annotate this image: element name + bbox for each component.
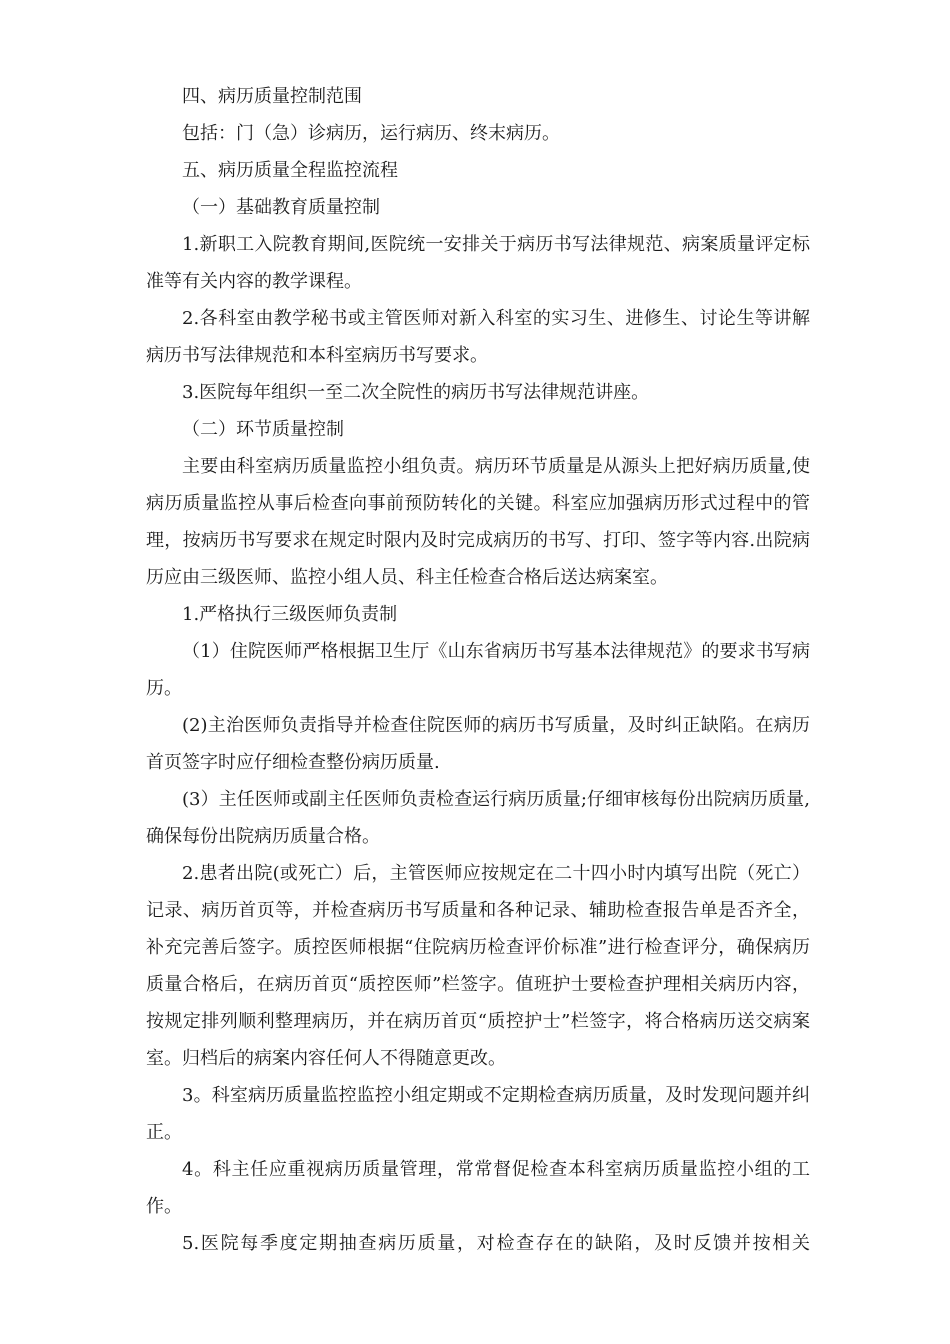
subsection-heading-1: （一）基础教育质量控制 [182,197,380,218]
paragraph-process-2: 2.患者出院(或死亡）后，主管医师应按规定在二十四小时内填写出院（死亡）记录、病历首页等，并检查病历书写质量和各种记录、辅助检查报告单是否齐全，补充完善后签字。质控医师根据“住院病历检查评价标准”进行检查评分，确保病历质量合格后，在病历首页“质控医师”栏签字。值班护士要检查护理相关病历内容，按规定排列顺利整理病历，并在病历首页“质控护士”栏签字，将合格病历送交病案室。归档后的病案内容任何人不得随意更改。 [146,863,810,1069]
paragraph-basic-3: 3.医院每年组织一至二次全院性的病历书写法律规范讲座。 [182,382,650,403]
paragraph-process-intro: 主要由科室病历质量监控小组负责。病历环节质量是从源头上把好病历质量,使病历质量监控从事后检查向事前预防转化的关键。科室应加强病历形式过程中的管理，按病历书写要求在规定时限内及时完成病历的书写、打印、签字等内容.出院病历应由三级医师、监控小组人员、科主任检查合格后送达病案室。 [146,456,810,588]
paragraph-process-1-1: （1）住院医师严格根据卫生厅《山东省病历书写基本法律规范》的要求书写病历。 [146,641,810,699]
paragraph-basic-2: 2.各科室由教学秘书或主管医师对新入科室的实习生、进修生、讨论生等讲解病历书写法律规范和本科室病历书写要求。 [146,308,810,366]
paragraph-process-5: 5.医院每季度定期抽查病历质量，对检查存在的缺陷，及时反馈并按相关 [182,1233,810,1254]
paragraph-process-3: 3。科室病历质量监控监控小组定期或不定期检查病历质量，及时发现问题并纠正。 [146,1085,810,1143]
paragraph-process-1-2: (2)主治医师负责指导并检查住院医师的病历书写质量，及时纠正缺陷。在病历首页签字时应仔细检查整份病历质量. [146,715,810,773]
paragraph-process-1-3: (3）主任医师或副主任医师负责检查运行病历质量;仔细审核每份出院病历质量,确保每份出院病历质量合格。 [146,789,810,847]
paragraph-process-1: 1.严格执行三级医师负责制 [182,604,398,625]
document-page [146,78,810,1262]
subsection-heading-2: （二）环节质量控制 [182,419,344,440]
scope-paragraph: 包括：门（急）诊病历，运行病历、终末病历。 [182,123,560,144]
section-heading-5: 五、病历质量全程监控流程 [182,160,398,181]
paragraph-process-4: 4。科主任应重视病历质量管理，常常督促检查本科室病历质量监控小组的工作。 [146,1159,810,1217]
section-heading-4: 四、病历质量控制范围 [182,86,362,107]
paragraph-basic-1: 1.新职工入院教育期间,医院统一安排关于病历书写法律规范、病案质量评定标准等有关内容的教学课程。 [146,234,810,292]
